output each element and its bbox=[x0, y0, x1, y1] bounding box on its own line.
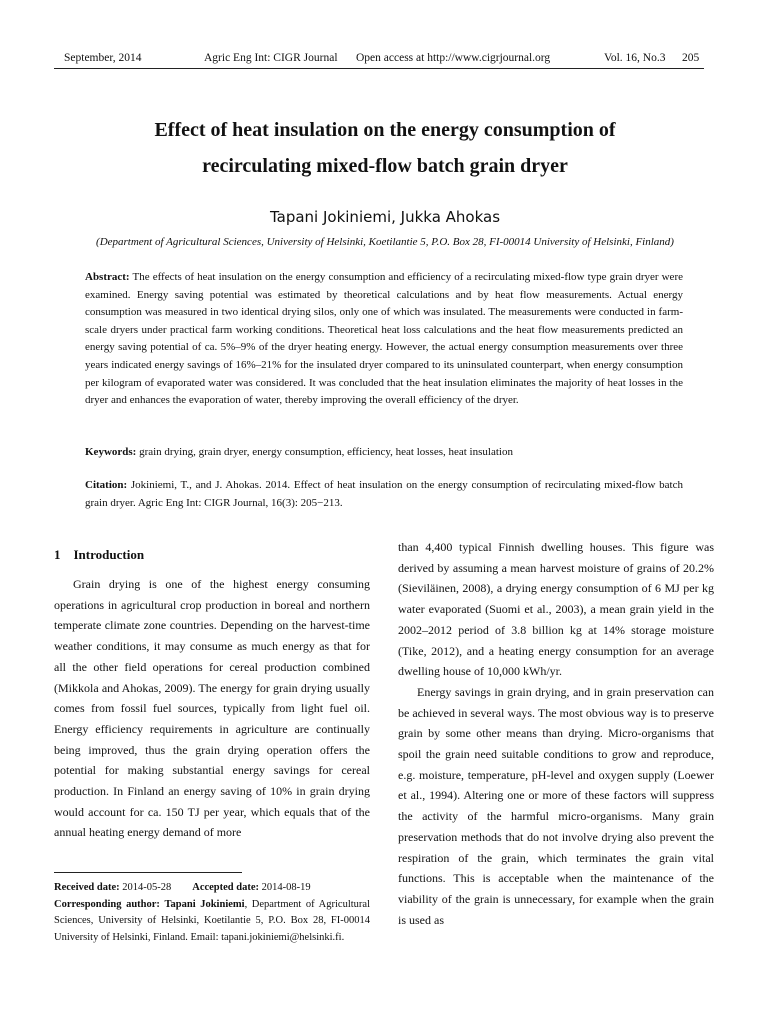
header-date: September, 2014 bbox=[64, 52, 142, 64]
received-date: 2014-05-28 bbox=[122, 882, 172, 893]
paper-title bbox=[60, 112, 710, 184]
corresponding-label: Corresponding author: bbox=[54, 898, 160, 910]
citation-label: Citation: bbox=[85, 479, 128, 491]
section-title: Introduction bbox=[73, 547, 145, 562]
running-header bbox=[54, 50, 704, 66]
citation-text: Jokiniemi, T., and J. Ahokas. 2014. Effect of heat insulation on the energy consumption of recirculating mixed-flow batch grain dryer. Agric Eng Int: CIGR Journal, 16(3): 205−213. bbox=[85, 479, 683, 509]
footnote bbox=[54, 880, 370, 946]
section-number: 1 bbox=[54, 547, 61, 562]
intro-paragraph-1: Grain drying is one of the highest energy consuming operations in agricultural crop production in boreal and northern temperate climate zone countries. Depending on the harvest-time weather conditions, it may consume as much energy as that for all the other field operations for cereal production combined (Mikkola and Ahokas, 2009). The energy for grain drying usually comes from fossil fuel sources, typically from light fuel oil. Energy efficiency requirements in agriculture are continually being improved, thus the grain drying operation offers the potential for making substantial energy savings for cereal production. In Finland an energy saving of 10% in grain drying would account for ca. 150 TJ per year, which equals that of the annual heating energy demand of more bbox=[54, 577, 370, 840]
corresponding-name: Tapani Jokiniemi bbox=[164, 898, 245, 910]
affiliation: (Department of Agricultural Sciences, University of Helsinki, Koetilantie 5, P.O. Box 28, FI-00014 University of Helsinki, Finland) bbox=[96, 236, 674, 248]
keywords-text: grain drying, grain dryer, energy consumption, efficiency, heat losses, heat insulation bbox=[139, 446, 513, 458]
authors: Tapani Jokiniemi, Jukka Ahokas bbox=[269, 208, 501, 226]
keywords bbox=[85, 444, 683, 462]
corresponding-author bbox=[54, 897, 370, 947]
keywords-label: Keywords: bbox=[85, 446, 137, 458]
dates-line bbox=[54, 880, 370, 897]
header-journal: Agric Eng Int: CIGR Journal bbox=[204, 52, 338, 64]
abstract-label: Abstract: bbox=[85, 271, 130, 283]
accepted-label: Accepted date: bbox=[192, 882, 260, 893]
header-access: Open access at http://www.cigrjournal.org bbox=[356, 52, 551, 64]
section-heading bbox=[54, 545, 144, 565]
header-page-number: 205 bbox=[682, 52, 700, 64]
abstract bbox=[85, 269, 683, 410]
title-line-2: recirculating mixed-flow batch grain dryer bbox=[202, 155, 568, 177]
intro-paragraph-2: Energy savings in grain drying, and in grain preservation can be achieved in several ways. The most obvious way is to preserve grain by some other means than drying. Micro-organisms that spoil the grain need suitable conditions to grow and reproduce, e.g. moisture, temperature, pH-level and oxygen supply (Loewer et al., 1994). Altering one or more of these factors will suppress the activity of the harmful micro-organisms. Many grain preservation methods that do not involve drying also prevent the respiration of the grain, which terminates the grain vital functions. This is acceptable when the maintenance of the viability of the grain is unnecessary, for example when the grain is used as bbox=[398, 684, 714, 927]
abstract-text: The effects of heat insulation on the energy consumption and efficiency of a recirculating mixed-flow type grain dryer were examined. Energy saving potential was estimated by theoretical calculations and by heat flow measurements. Actual energy consumption was measured in two identical drying silos, only one of which was insulated. The measurements were conducted in farm-scale dryers under practical farm working conditions. Theoretical heat loss calculations and the heat flow measurements predicted an energy saving potential of ca. 5%–9% of the dryer heating energy. However, the actual energy consumption measurements over three years indicated energy savings of 16%–21% for the insulated dryer compared to its uninsulated counterpart, when energy consumption per kilogram of evaporated water was considered. It was concluded that the heat insulation eliminates the majority of heat losses in the dryer and enhances the evaporation of water, thereby improving the overall efficiency of the dryer. bbox=[85, 271, 683, 407]
header-volume: Vol. 16, No.3 bbox=[604, 52, 666, 64]
corresponding-details: , Department of Agricultural Sciences, University of Helsinki, Koetilantie 5, P.O. Box 28, FI-00014 University of Helsinki, Finland. Email: tapani.jokiniemi@helsinki.fi. bbox=[54, 898, 370, 943]
title-line-1: Effect of heat insulation on the energy consumption of bbox=[154, 119, 616, 141]
citation bbox=[85, 477, 683, 512]
accepted-date: 2014-08-19 bbox=[261, 882, 311, 893]
right-column bbox=[398, 537, 714, 930]
intro-paragraph-1-continued: than 4,400 typical Finnish dwelling houses. This figure was derived by assuming a mean harvest moisture of grains of 20.2% (Sieviläinen, 2008), a drying energy consumption of 6 MJ per kg water evaporated (Suomi et al., 2003), a mean grain yield in the 2002–2012 period of 3.8 billion kg at 14% storage moisture (Tike, 2012), and a heating energy consumption for an average dwelling house of 10,000 kWh/yr. bbox=[398, 540, 714, 679]
received-label: Received date: bbox=[54, 882, 120, 893]
footnote-rule bbox=[54, 872, 242, 873]
left-column bbox=[54, 574, 370, 843]
header-rule bbox=[54, 68, 704, 69]
